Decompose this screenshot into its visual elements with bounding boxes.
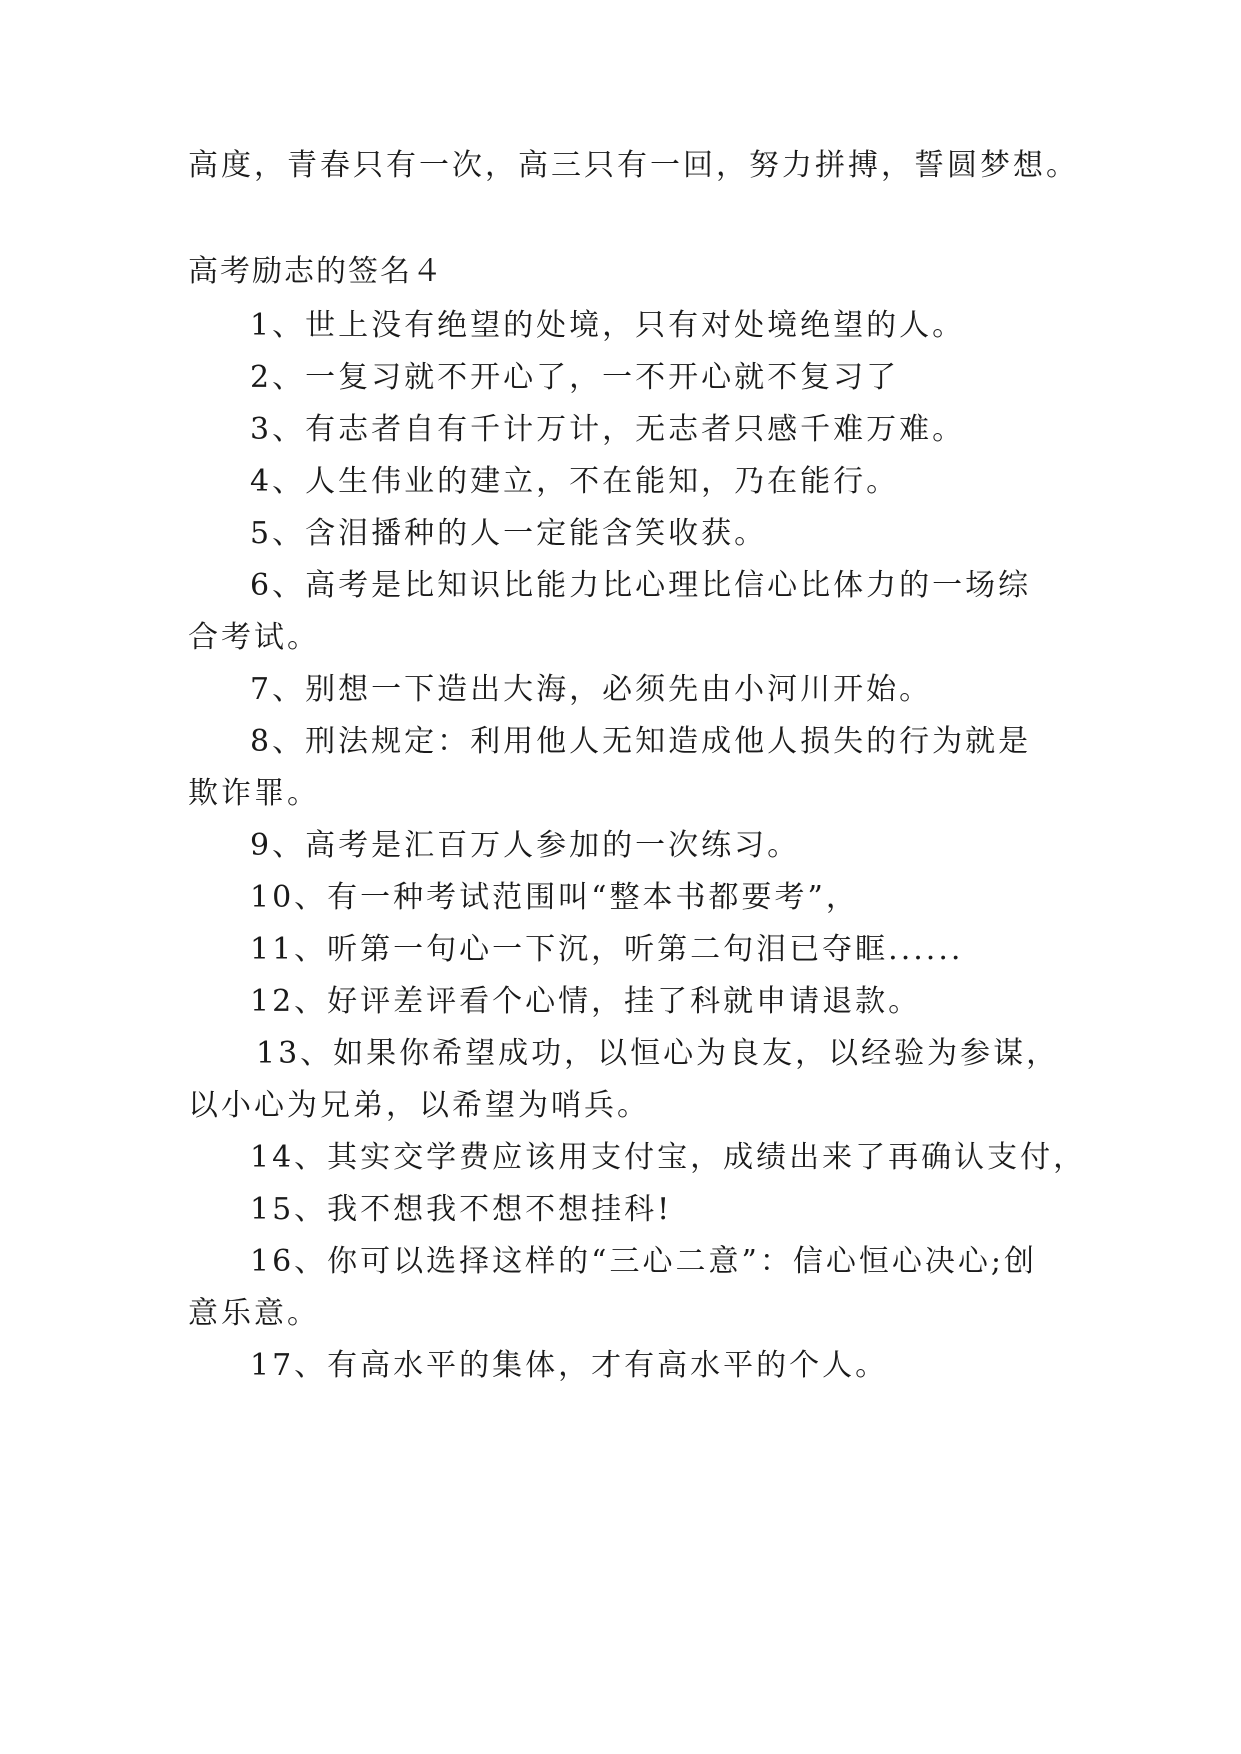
list-item-13-line-2: 以小心为兄弟，以希望为哨兵。 [188, 1088, 650, 1123]
section-heading: 高考励志的签名４ [188, 254, 444, 289]
intro-continuation-text: 高度，青春只有一次，高三只有一回，努力拼搏，誓圆梦想。 [188, 148, 1079, 183]
list-item-8-line-1: 8、刑法规定：利用他人无知造成他人损失的行为就是 [250, 724, 1032, 759]
list-item-16-line-2: 意乐意。 [188, 1296, 320, 1331]
list-item-6-line-1: 6、高考是比知识比能力比心理比信心比体力的一场综 [250, 568, 1032, 603]
list-item-5: 5、含泪播种的人一定能含笑收获。 [250, 516, 768, 551]
list-item-6-line-2: 合考试。 [188, 620, 320, 655]
list-item-16-line-1: 16、你可以选择这样的“三心二意”：信心恒心决心;创 [250, 1244, 1037, 1279]
list-item-2: 2、一复习就不开心了，一不开心就不复习了 [250, 360, 900, 395]
list-item-10: 10、有一种考试范围叫“整本书都要考”， [250, 880, 859, 915]
list-item-3: 3、有志者自有千计万计，无志者只感千难万难。 [250, 412, 966, 447]
list-item-12: 12、好评差评看个心情，挂了科就申请退款。 [250, 984, 922, 1019]
list-item-11: 11、听第一句心一下沉，听第二句泪已夺眶...... [250, 932, 964, 967]
list-item-9: 9、高考是汇百万人参加的一次练习。 [250, 828, 801, 863]
list-item-13-line-1: 13、如果你希望成功，以恒心为良友，以经验为参谋， [256, 1036, 1060, 1071]
list-item-8-line-2: 欺诈罪。 [188, 776, 320, 811]
list-item-1: 1、世上没有绝望的处境，只有对处境绝望的人。 [250, 308, 966, 343]
list-item-15: 15、我不想我不想不想挂科! [250, 1192, 673, 1227]
list-item-4: 4、人生伟业的建立，不在能知，乃在能行。 [250, 464, 900, 499]
list-item-7: 7、别想一下造出大海，必须先由小河川开始。 [250, 672, 933, 707]
list-item-14: 14、其实交学费应该用支付宝，成绩出来了再确认支付， [250, 1140, 1087, 1175]
list-item-17: 17、有高水平的集体，才有高水平的个人。 [250, 1348, 889, 1383]
